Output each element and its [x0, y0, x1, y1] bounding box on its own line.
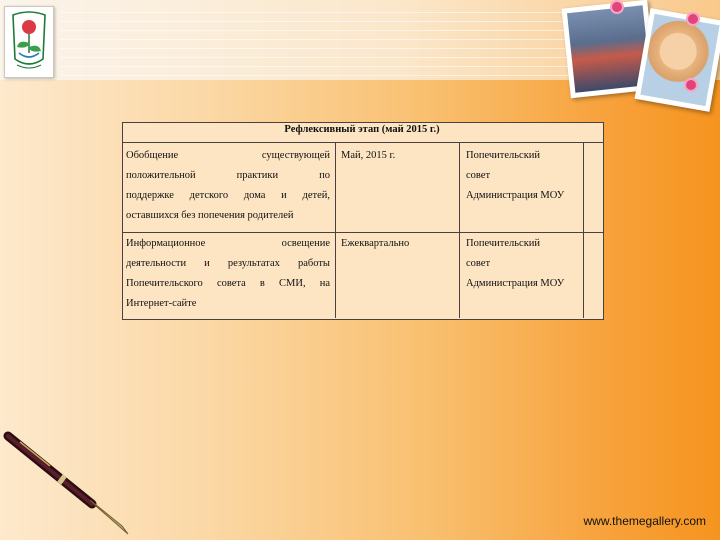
responsible-line: Администрация МОУ	[466, 190, 565, 201]
table-divider	[459, 142, 460, 318]
table-title: Рефлексивный этап (май 2015 г.)	[284, 124, 440, 135]
event-line: Попечительского совета в СМИ, на	[126, 278, 330, 289]
responsible-line: совет	[466, 258, 491, 269]
event-line: положительной практики по	[126, 170, 330, 181]
table-cell-period: Ежеквартально	[341, 238, 410, 249]
footer-url: www.themegallery.com	[583, 514, 706, 528]
responsible-line: Администрация МОУ	[466, 278, 565, 289]
pushpin-icon	[612, 2, 622, 12]
table-cell-responsible	[466, 146, 564, 206]
header-lines	[60, 12, 580, 78]
table-cell-period: Май, 2015 г.	[341, 150, 396, 161]
event-line: Обобщение существующей	[126, 150, 330, 161]
pen-icon	[0, 430, 140, 540]
child-photo-icon	[635, 8, 720, 112]
event-line: деятельности и результатах работы	[126, 258, 330, 269]
table-divider	[335, 142, 336, 318]
school-logo-icon	[4, 6, 54, 78]
pushpin-icon	[688, 14, 698, 24]
event-line: оставшихся без попечения родителей	[126, 210, 294, 221]
responsible-line: Попечительский	[466, 150, 541, 161]
table-divider	[583, 142, 584, 318]
event-line: Информационное освещение	[126, 238, 330, 249]
table-divider	[122, 232, 603, 233]
event-line: Интернет-сайте	[126, 298, 197, 309]
table-divider	[122, 142, 603, 143]
table-cell-event	[126, 146, 330, 226]
table-cell-event	[126, 234, 330, 314]
table-cell-responsible	[466, 234, 564, 294]
responsible-line: совет	[466, 170, 491, 181]
responsible-line: Попечительский	[466, 238, 541, 249]
pushpin-icon	[686, 80, 696, 90]
event-line: поддержке детского дома и детей,	[126, 190, 330, 201]
